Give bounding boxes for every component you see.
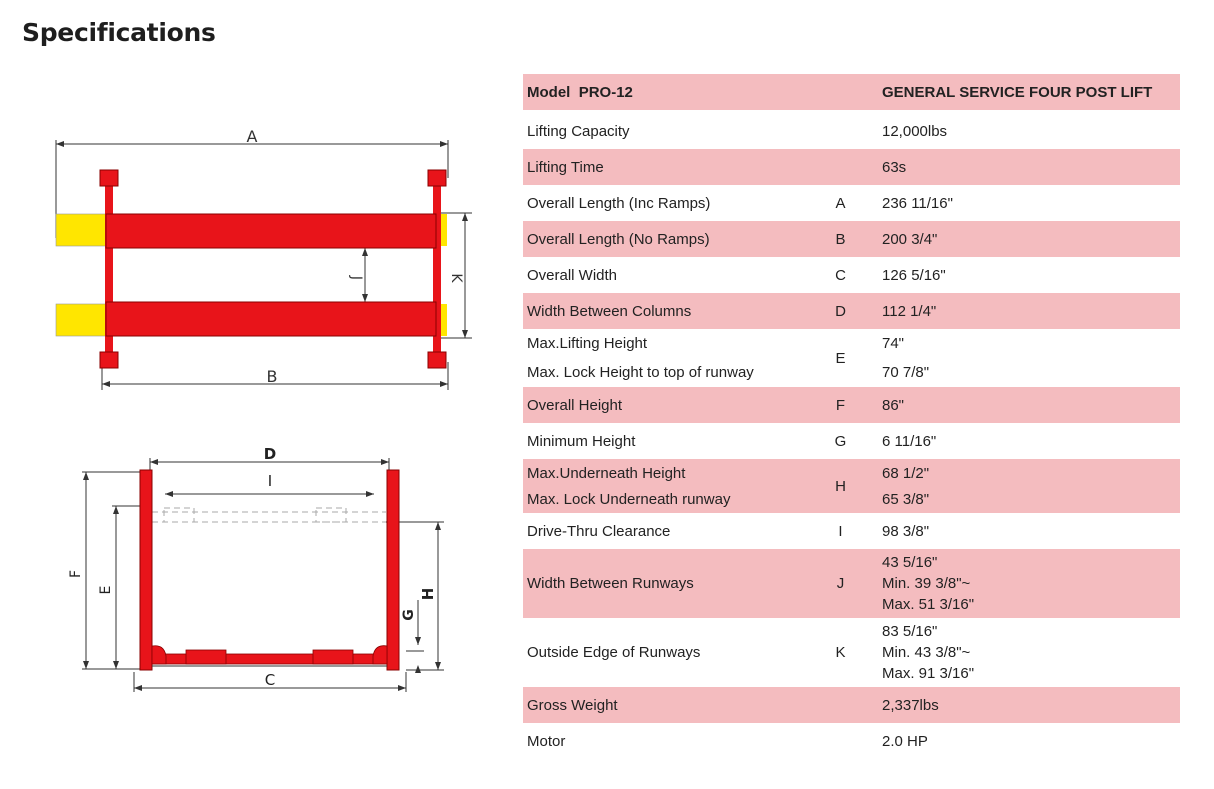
label-i: I [267, 472, 273, 490]
label-b: B [266, 367, 278, 386]
row-value: 74" [882, 335, 905, 352]
label-c: C [264, 671, 276, 689]
row-letter: H [803, 459, 878, 513]
row-value-secondary: 70 7/8" [882, 364, 930, 381]
table-row [523, 329, 1180, 387]
row-label: Overall Length (No Ramps) [523, 221, 803, 257]
row-value: 63s [878, 149, 1180, 185]
row-value: 200 3/4" [878, 221, 1180, 257]
row-label: Width Between Columns [523, 293, 803, 329]
post-bottom-right [428, 352, 446, 368]
row-value: 2.0 HP [882, 732, 928, 750]
row-label: Max.Lifting Height [527, 335, 648, 352]
runway-lower [106, 302, 436, 336]
table-row [523, 423, 1180, 459]
row-value-secondary: Min. 39 3/8"~ [882, 575, 971, 592]
row-letter: F [803, 387, 878, 423]
post-bottom-left [100, 352, 118, 368]
row-label: Outside Edge of Runways [527, 644, 701, 661]
table-row [523, 618, 1180, 687]
row-value: 98 3/8" [882, 522, 930, 540]
row-label-secondary: Max. Lock Height to top of runway [527, 364, 754, 381]
table-row [523, 723, 1180, 759]
table-row [523, 257, 1180, 293]
label-h: H [419, 587, 437, 601]
row-letter [803, 723, 878, 759]
row-letter [803, 149, 878, 185]
row-value: 12,000lbs [882, 122, 948, 140]
model-value: PRO-12 [578, 83, 633, 101]
row-letter [803, 687, 878, 723]
lift-top-view-diagram [40, 118, 480, 398]
row-value: 43 5/16" [882, 554, 938, 571]
row-letter: I [838, 522, 843, 540]
row-value: 126 5/16" [882, 266, 946, 284]
column-left [140, 470, 152, 670]
row-label: Max.Underneath Height [527, 464, 686, 482]
row-label: Motor [527, 732, 566, 750]
label-g: G [401, 609, 417, 621]
row-label: Lifting Capacity [527, 122, 630, 140]
table-row [523, 459, 1180, 513]
label-e: E [98, 585, 114, 595]
row-value: 68 1/2" [882, 464, 930, 482]
row-letter: A [835, 194, 846, 212]
model-label: Model [527, 83, 571, 101]
ramp-left-lower [56, 304, 106, 336]
row-value-secondary: Min. 43 3/8"~ [882, 644, 971, 661]
post-top-right [428, 170, 446, 186]
lift-front-view-diagram [66, 440, 456, 705]
table-row [523, 221, 1180, 257]
row-letter: C [835, 266, 846, 284]
label-k: K [448, 273, 464, 283]
row-letter: J [803, 549, 878, 618]
table-row [523, 149, 1180, 185]
model-cell [523, 74, 803, 110]
row-value: 83 5/16" [882, 623, 938, 640]
table-row [523, 113, 1180, 149]
post-top-left [100, 170, 118, 186]
row-label: Lifting Time [523, 149, 803, 185]
label-d: D [263, 445, 277, 463]
row-letter: K [835, 644, 846, 661]
table-row [523, 387, 1180, 423]
row-value: 6 11/16" [882, 432, 937, 450]
row-letter: G [834, 432, 847, 450]
row-value-tertiary: Max. 91 3/16" [882, 665, 975, 682]
model-description: GENERAL SERVICE FOUR POST LIFT [878, 74, 1180, 110]
label-a: A [246, 127, 258, 146]
row-letter [803, 113, 878, 149]
label-f: F [68, 569, 84, 579]
row-label: Overall Height [523, 387, 803, 423]
page-title: Specifications [22, 18, 216, 47]
table-row [523, 185, 1180, 221]
row-value: 86" [878, 387, 1180, 423]
ramp-left-upper [56, 214, 106, 246]
row-value: 112 1/4" [878, 293, 1180, 329]
table-row [523, 549, 1180, 618]
row-letter: D [803, 293, 878, 329]
row-label: Minimum Height [527, 432, 636, 450]
runway-upper [106, 214, 436, 248]
row-value-secondary: 65 3/8" [882, 490, 930, 508]
row-letter: B [803, 221, 878, 257]
raised-runway-outline [152, 508, 386, 522]
row-label: Width Between Runways [523, 549, 803, 618]
row-label: Drive-Thru Clearance [527, 522, 671, 540]
label-j: J [348, 275, 364, 281]
row-value-tertiary: Max. 51 3/16" [882, 596, 975, 613]
table-header-row [523, 74, 1180, 110]
row-letter: E [835, 349, 846, 367]
row-label: Overall Length (Inc Ramps) [527, 194, 711, 212]
spec-table [523, 74, 1180, 759]
row-value: 236 11/16" [882, 194, 953, 212]
row-label-secondary: Max. Lock Underneath runway [527, 490, 731, 508]
table-row [523, 293, 1180, 329]
column-right [387, 470, 399, 670]
row-label: Gross Weight [523, 687, 803, 723]
table-row [523, 513, 1180, 549]
table-row [523, 687, 1180, 723]
row-value: 2,337lbs [878, 687, 1180, 723]
row-label: Overall Width [527, 266, 618, 284]
